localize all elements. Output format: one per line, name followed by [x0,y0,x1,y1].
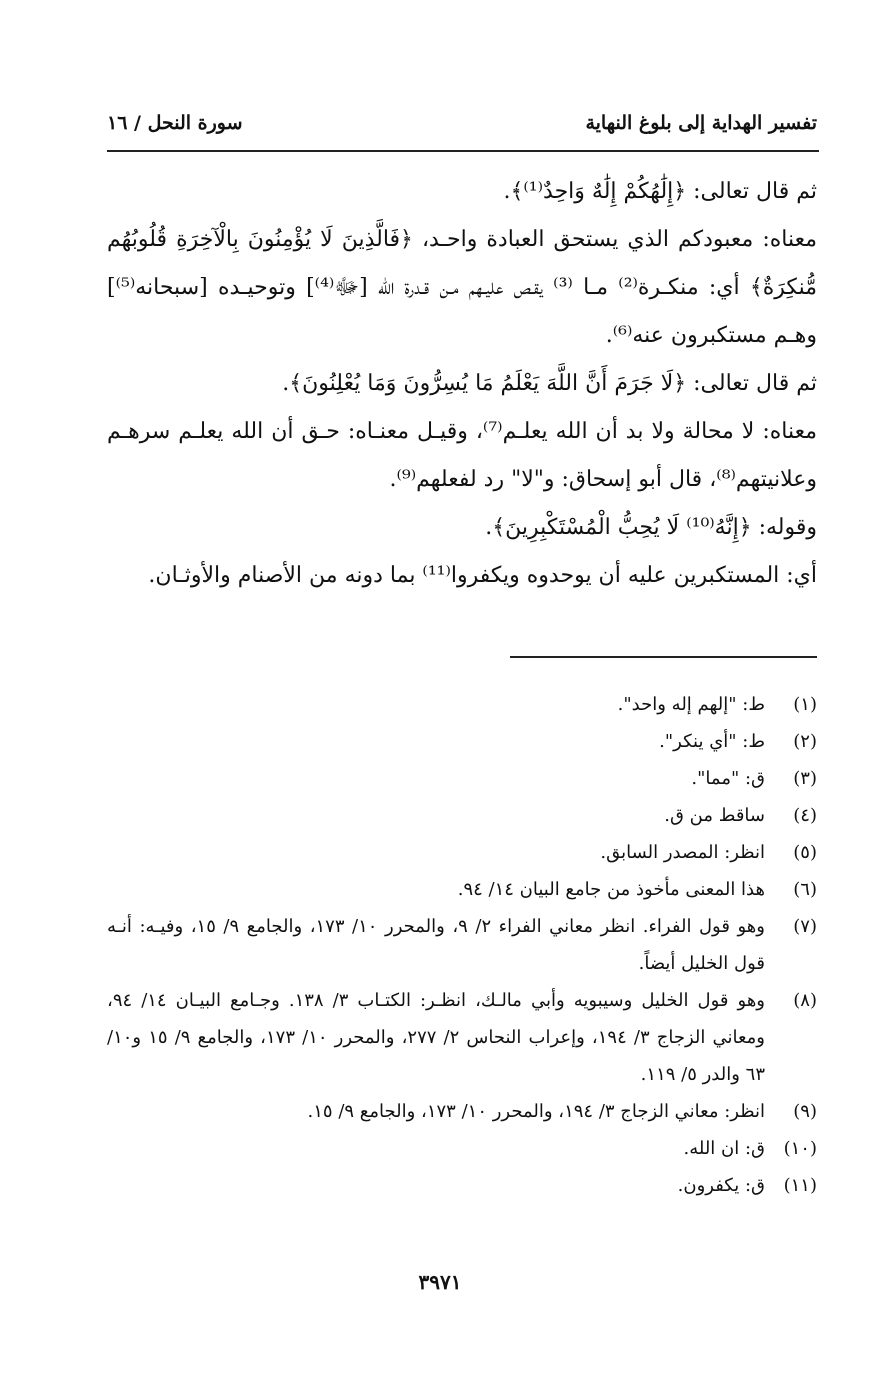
footnote [107,1167,817,1204]
footnote-text: وهو قول الفراء. انظر معاني الفراء ٢/ ٩، والمحرر ١٠/ ١٧٣، والجامع ٩/ ١٥، وفيـه: أنـه قول الخليل أيضاً. [107,916,765,974]
book-title: تفسير الهداية إلى بلوغ النهاية [585,112,817,134]
footnote-text: ق: "مما". [691,768,765,789]
footnote-number: (٢) [793,731,817,752]
paragraph-commentary-3: أي: المستكبرين عليه أن يوحدوه ويكفروا⁽¹¹⁾ بما دونه من الأصنام والأوثـان. [148,563,817,588]
footnote [107,834,817,871]
footnote-text: انظر: المصدر السابق. [600,842,765,863]
footnote-text: ط: "إلهم إله واحد". [617,694,765,715]
running-header [107,108,817,142]
footnote-number: (٨) [793,990,817,1011]
footnote [107,686,817,723]
footnote-number: (٤) [793,805,817,826]
paragraph-commentary-1: معناه: معبودكم الذي يستحق العبادة واحـد، ﴿فَالَّذِينَ لَا يُؤْمِنُونَ بِالْآخِرَةِ قُلُوبُهُم مُّنكِرَةٌ﴾ أي: منكـرة⁽²⁾ مـا ⁽³⁾ يقـص عليـهم مـن قـدرة الله [ﷻ⁽⁴⁾] وتوحيـده [سبحانه⁽⁵⁾] وهـم مستكبرون عنه⁽⁶⁾. [107,227,817,348]
footnote [107,1130,817,1167]
footnote-number: (٥) [793,842,817,863]
footnote-number: (٩) [793,1101,817,1122]
footnote-number: (٣) [793,768,817,789]
paragraph-verse-2: ثم قال تعالى: ﴿لَا جَرَمَ أَنَّ اللَّهَ يَعْلَمُ مَا يُسِرُّونَ وَمَا يُعْلِنُونَ﴾. [282,371,817,396]
footnote [107,760,817,797]
paragraph-verse-3: وقوله: ﴿إِنَّهُ⁽¹⁰⁾ لَا يُحِبُّ الْمُسْتَكْبِرِينَ﴾. [485,515,817,540]
footnote [107,908,817,982]
paragraph-verse-1: ثم قال تعالى: ﴿إِلَٰهُكُمْ إِلَٰهٌ وَاحِدٌ⁽¹⁾﴾. [503,179,817,204]
header-rule [107,150,819,152]
footnote-number: (٧) [793,916,817,937]
footnote-text: وهو قول الخليل وسيبويه وأبي مالـك، انظـر: الكتـاب ٣/ ١٣٨. وجـامع البيـان ١٤/ ٩٤، ومعاني الزجاج ٣/ ١٩٤، وإعراب النحاس ٢/ ٢٧٧، والمحرر ١٠/ ١٧٣، والجامع ٩/ ١٥ و١٠/ ٦٣ والدر ٥/ ١١٩. [107,990,765,1085]
footnote-number: (٦) [793,879,817,900]
footnote-text: انظر: معاني الزجاج ٣/ ١٩٤، والمحرر ١٠/ ١٧٣، والجامع ٩/ ١٥. [307,1101,765,1122]
footnote [107,797,817,834]
footnote [107,723,817,760]
footnote [107,1093,817,1130]
footnote-separator [510,656,817,658]
main-text [107,168,817,600]
footnote [107,871,817,908]
surah-title: سورة النحل / ١٦ [107,112,243,134]
footnote-number: (١) [793,694,817,715]
paragraph-commentary-2: معناه: لا محالة ولا بد أن الله يعلـم⁽⁷⁾، وقيـل معنـاه: حـق أن الله يعلـم سرهـم وعلانيتهم⁽⁸⁾، قال أبو إسحاق: و"لا" رد لفعلهم⁽⁹⁾. [107,419,817,492]
footnote-text: ساقط من ق. [664,805,765,826]
footnote-text: هذا المعنى مأخوذ من جامع البيان ١٤/ ٩٤. [457,879,765,900]
footnote-text: ق: ان الله. [683,1138,765,1159]
page-number: ٣٩٧١ [418,1270,462,1294]
footnote-text: ق: يكفرون. [677,1175,765,1196]
footnote-number: (١٠) [783,1138,817,1159]
footnote-number: (١١) [783,1175,817,1196]
footnotes [107,686,817,1204]
footnote [107,982,817,1093]
footnote-text: ط: "أي ينكر". [659,731,765,752]
